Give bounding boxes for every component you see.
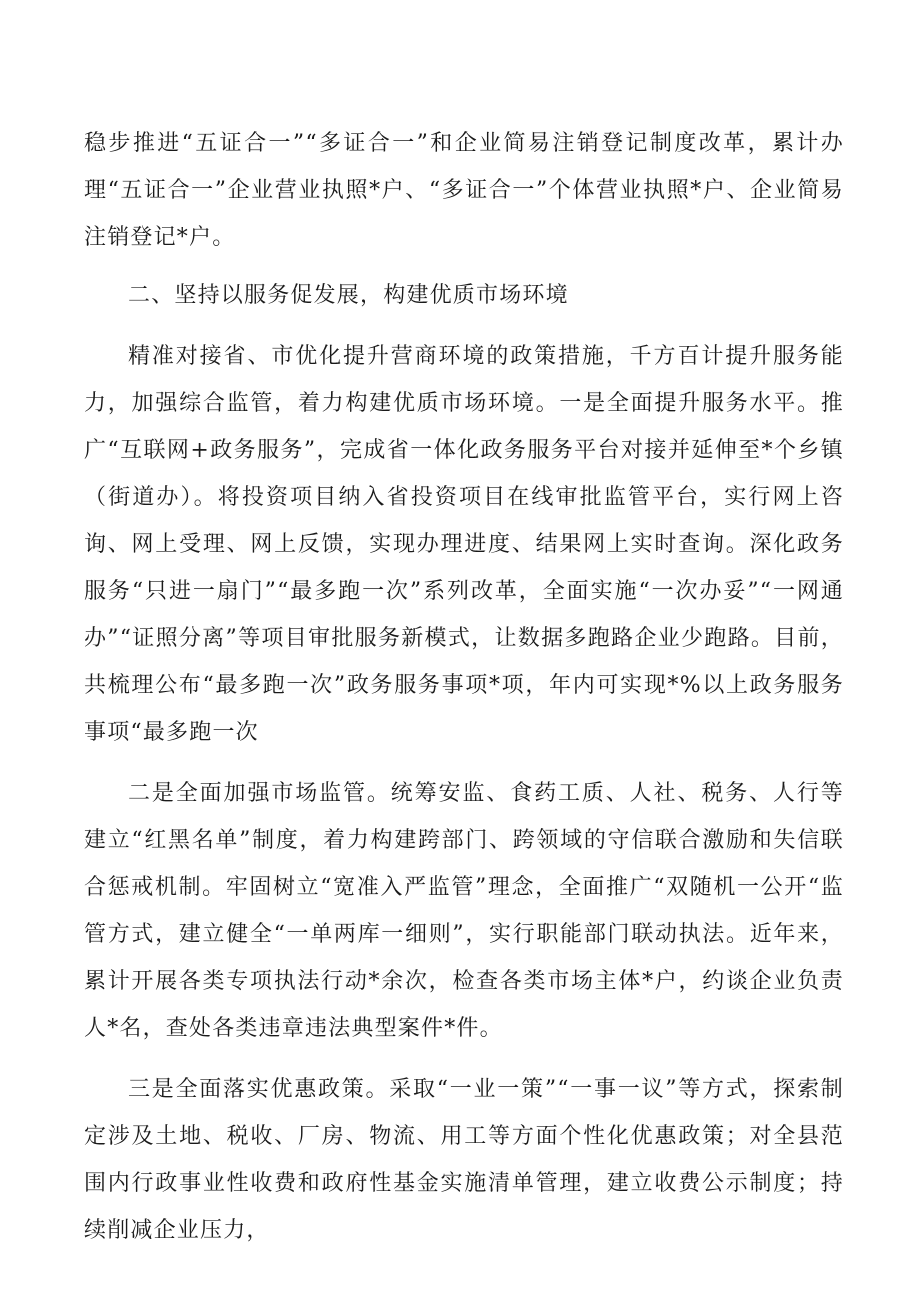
- paragraph-service-level: 精准对接省、市优化提升营商环境的政策措施，千方百计提升服务能力，加强综合监管，着力构建优质市场环境。一是全面提升服务水平。推广“互联网+政务服务”，完成省一体化政务服务平台对接并延伸至*个乡镇（街道办）。将投资项目纳入省投资项目在线审批监管平台，实行网上咨询、网上受理、网上反馈，实现办理进度、结果网上实时查询。深化政务服务“只进一扇门”“最多跑一次”系列改革，全面实施“一次办妥”“一网通办”“证照分离”等项目审批服务新模式，让数据多跑路企业少跑路。目前，共梳理公布“最多跑一次”政务服务事项*项，年内可实现*%以上政务服务事项“最多跑一次: [84, 344, 844, 745]
- section-heading: 二、坚持以服务促发展，构建优质市场环境: [128, 283, 569, 308]
- paragraph-preferential-policies: 三是全面落实优惠政策。采取“一业一策”“一事一议”等方式，探索制定涉及土地、税收、厂房、物流、用工等方面个性化优惠政策；对全县范围内行政事业性收费和政府性基金实施清单管理，建立收费公示制度；持续削减企业压力，: [84, 1077, 844, 1243]
- paragraph-continuation: 稳步推进“五证合一”“多证合一”和企业简易注销登记制度改革，累计办理“五证合一”企业营业执照*户、“多证合一”个体营业执照*户、企业简易注销登记*户。: [84, 131, 844, 250]
- document-page: [84, 120, 844, 1254]
- paragraph-market-supervision: 二是全面加强市场监管。统筹安监、食药工质、人社、税务、人行等建立“红黑名单”制度，着力构建跨部门、跨领域的守信联合激励和失信联合惩戒机制。牢固树立“宽准入严监管”理念，全面推广“双随机一公开“监管方式，建立健全“一单两库一细则”，实行职能部门联动执法。近年来，累计开展各类专项执法行动*余次，检查各类市场主体*户，约谈企业负责人*名，查处各类违章违法典型案件*件。: [84, 781, 844, 1041]
